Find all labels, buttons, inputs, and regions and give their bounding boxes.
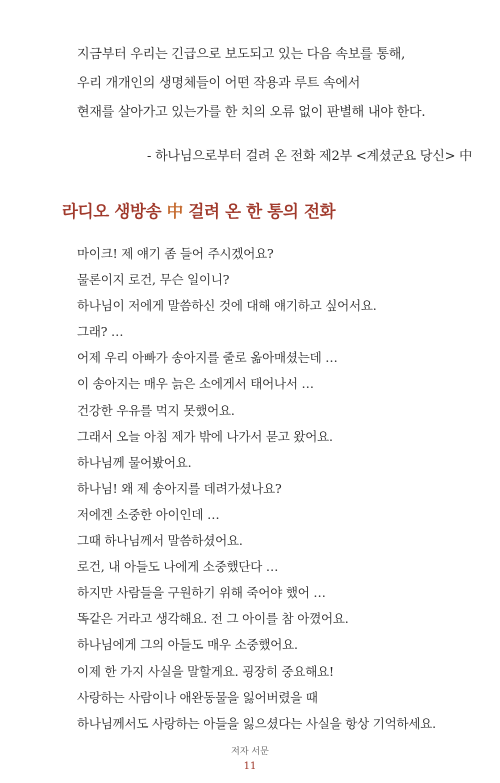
dialog-line: 물론이지 로건, 무슨 일이니? — [77, 272, 230, 288]
attribution: - 하나님으로부터 걸려 온 전화 제2부 <계셨군요 당신> 中 — [147, 149, 473, 164]
dialog-line: 이 송아지는 매우 늙은 소에게서 태어나서 … — [77, 376, 314, 392]
intro-line: 현재를 살아가고 있는가를 한 치의 오류 없이 판별해 내야 한다. — [77, 105, 426, 120]
dialog-line: 하나님께 물어봤어요. — [77, 454, 192, 470]
intro-line: 우리 개개인의 생명체들이 어떤 작용과 루트 속에서 — [77, 76, 361, 91]
dialog-line: 건강한 우유를 먹지 못했어요. — [77, 402, 235, 418]
section-heading-part: 걸려 온 한 통의 전화 — [182, 202, 336, 221]
intro-paragraph — [77, 40, 497, 127]
dialog-line: 하나님에게 그의 아들도 매우 소중했어요. — [77, 637, 298, 653]
running-footer: 저자 서문 — [231, 747, 269, 757]
dialog-line: 어제 우리 아빠가 송아지를 줄로 옮아매셨는데 … — [77, 350, 338, 366]
dialog-line: 저에겐 소중한 아이인데 … — [77, 506, 220, 522]
dialog-line: 하나님! 왜 제 송아지를 데려가셨나요? — [77, 480, 282, 496]
dialog-line: 그래서 오늘 아침 제가 밖에 나가서 묻고 왔어요. — [77, 428, 333, 444]
dialog-line: 하지만 사람들을 구원하기 위해 죽어야 했어 … — [77, 585, 326, 601]
section-heading-accent: 中 — [166, 202, 183, 221]
dialog-block — [77, 241, 497, 737]
dialog-line: 하나님께서도 사랑하는 아들을 잃으셨다는 사실을 항상 기억하세요. — [77, 715, 436, 731]
dialog-line: 이제 한 가지 사실을 말할게요. 굉장히 중요해요! — [77, 663, 334, 679]
intro-line: 지금부터 우리는 긴급으로 보도되고 있는 다음 속보를 통해, — [77, 47, 406, 62]
section-heading — [62, 198, 335, 222]
dialog-line: 마이크! 제 얘기 좀 들어 주시겠어요? — [77, 246, 274, 261]
dialog-line: 사랑하는 사람이나 애완동물을 잃어버렸을 때 — [77, 689, 318, 705]
dialog-line: 로건, 내 아들도 나에게 소중했단다 … — [77, 559, 279, 575]
dialog-line: 그때 하나님께서 말씀하셨어요. — [77, 533, 243, 549]
dialog-line: 똑같은 거라고 생각해요. 전 그 아이를 참 아꼈어요. — [77, 611, 349, 627]
page-number: 11 — [243, 761, 257, 772]
section-heading-part: 라디오 생방송 — [62, 202, 167, 221]
dialog-line: 하나님이 저에게 말씀하신 것에 대해 얘기하고 싶어서요. — [77, 298, 377, 314]
dialog-line: 그래? … — [77, 324, 124, 340]
